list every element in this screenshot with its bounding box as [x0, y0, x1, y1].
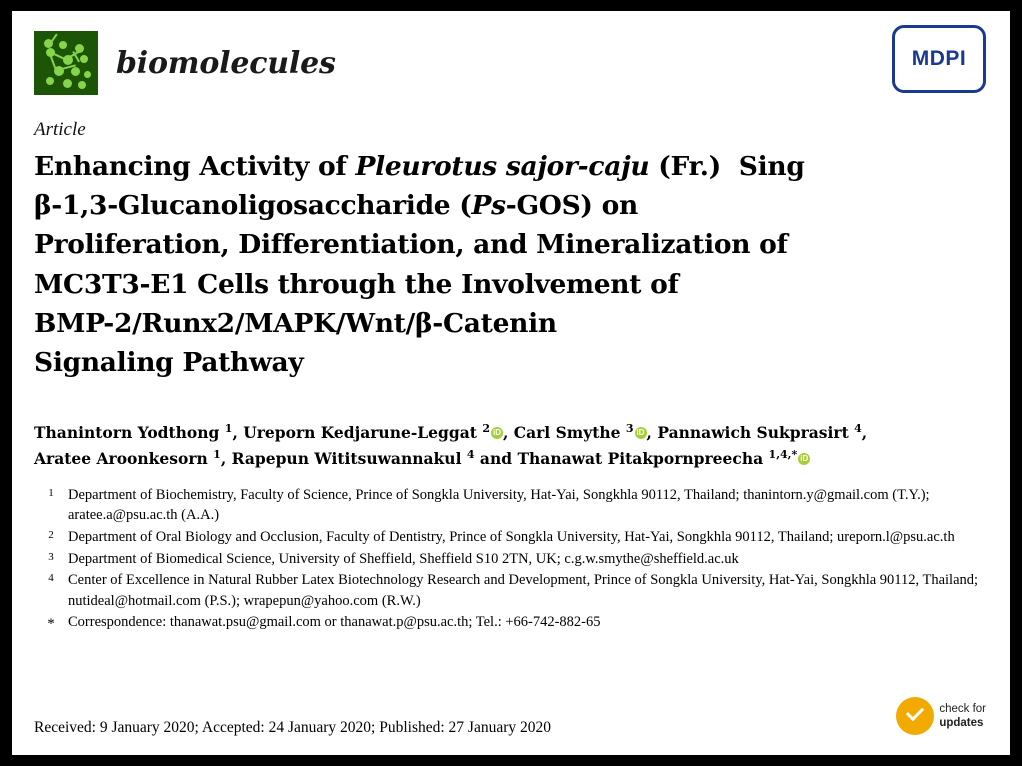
affiliation-item — [34, 570, 988, 611]
footer — [34, 702, 988, 737]
affiliation-item — [34, 612, 988, 635]
affiliation-marker: 1 — [48, 486, 54, 499]
article-first-page — [12, 11, 1010, 755]
affiliation-text: Department of Oral Biology and Occlusion, Faculty of Dentistry, Prince of Songkla University, Hat-Yai, Songkhla 90112, Thailand; ureporn.l@psu.ac.th — [68, 529, 955, 545]
title-line-2: β-1,3-Glucanoligosaccharide (Ps-GOS) on — [34, 190, 638, 222]
author-list: Thanintorn Yodthong $^1$, Ureporn Kedjarune-Leggat $^2$ iD , Carl Smythe $^3$ iD , Pannawich Sukprasirt $^4$, Aratee Aroonkesorn $^1$, Rapepun Wititsuwannakul $^4$ and Thanawat Pitakpornpreecha $^{1,4,*}$iD — [34, 420, 988, 471]
mdpi-logo — [892, 25, 986, 93]
crossmark-line2: updates — [939, 717, 984, 729]
article-type-label: Article — [34, 119, 86, 140]
title-line-4: MC3T3-E1 Cells through the Involvement of — [34, 268, 679, 300]
orcid-icon[interactable] — [635, 427, 647, 439]
author-rapepun-wititsuwannakul: Rapepun Wititsuwannakul $^4$ — [231, 447, 475, 468]
journal-logo-block — [34, 31, 336, 95]
journal-title: biomolecules — [116, 45, 336, 81]
affiliation-text: Department of Biochemistry, Faculty of Science, Prince of Songkla University, Hat-Yai, Songkhla 90112, Thailand; thanintorn.y@gmail.com (T.Y.); aratee.a@psu.ac.th (A.A.) — [68, 486, 930, 524]
author-carl-smythe: Carl Smythe $^3$ iD — [514, 423, 647, 442]
affiliation-text: Correspondence: thanawat.psu@gmail.com or thanawat.p@psu.ac.th; Tel.: +66-742-882-65 — [68, 614, 601, 631]
mdpi-logo-text: MDPI — [911, 47, 967, 70]
affiliation-marker: 3 — [48, 550, 54, 563]
title-line-6: Signaling Pathway — [34, 347, 304, 379]
crossmark-line1: check for — [939, 702, 986, 715]
affiliation-item — [34, 485, 988, 526]
orcid-icon[interactable] — [798, 453, 810, 465]
publication-dates: Received: 9 January 2020; Accepted: 24 January 2020; Published: 27 January 2020 — [34, 719, 551, 736]
masthead — [34, 25, 988, 103]
crossmark-check-icon — [896, 697, 934, 735]
orcid-icon[interactable] — [491, 427, 503, 439]
affiliation-marker: 4 — [48, 572, 54, 585]
title-line-3: Proliferation, Differentiation, and Mineralization of — [34, 229, 788, 261]
affiliation-marker: * — [47, 616, 55, 633]
author-thanawat-pitakpornpreecha: Thanawat Pitakpornpreecha $^{1,4,*}$iD — [517, 449, 810, 468]
affiliation-text: Center of Excellence in Natural Rubber Latex Biotechnology Research and Development, Prince of Songkla University, Hat-Yai, Songkhla 90112, Thailand; nutideal@hotmail.com (P.S.); wrapepun@yahoo.com (R.W.) — [68, 572, 979, 609]
affiliation-marker: 2 — [48, 529, 54, 541]
affiliation-text: Department of Biomedical Science, University of Sheffield, Sheffield S10 2TN, UK; c.g.w.smythe@sheffield.ac.uk — [68, 550, 739, 567]
author-aratee-aroonkesorn: Aratee Aroonkesorn $^1$ — [34, 447, 221, 468]
affiliation-list — [34, 485, 988, 636]
author-thanintorn-yodthong: Thanintorn Yodthong $^1$ — [34, 422, 233, 443]
author-pannawich-sukprasirt: Pannawich Sukprasirt $^4$ — [657, 422, 862, 443]
title-line-1: Enhancing Activity of Pleurotus sajor-caju (Fr.) Sing — [34, 151, 805, 182]
affiliation-item — [34, 527, 988, 548]
molecule-logo-icon — [34, 31, 98, 95]
author-ureporn-kedjarune-leggat: Ureporn Kedjarune-Leggat $^2$ iD — [243, 423, 503, 442]
crossmark-badge[interactable] — [896, 697, 986, 735]
title-line-5: BMP-2/Runx2/MAPK/Wnt/β-Catenin — [34, 307, 557, 339]
affiliation-item — [34, 549, 988, 570]
page-title — [34, 147, 988, 382]
